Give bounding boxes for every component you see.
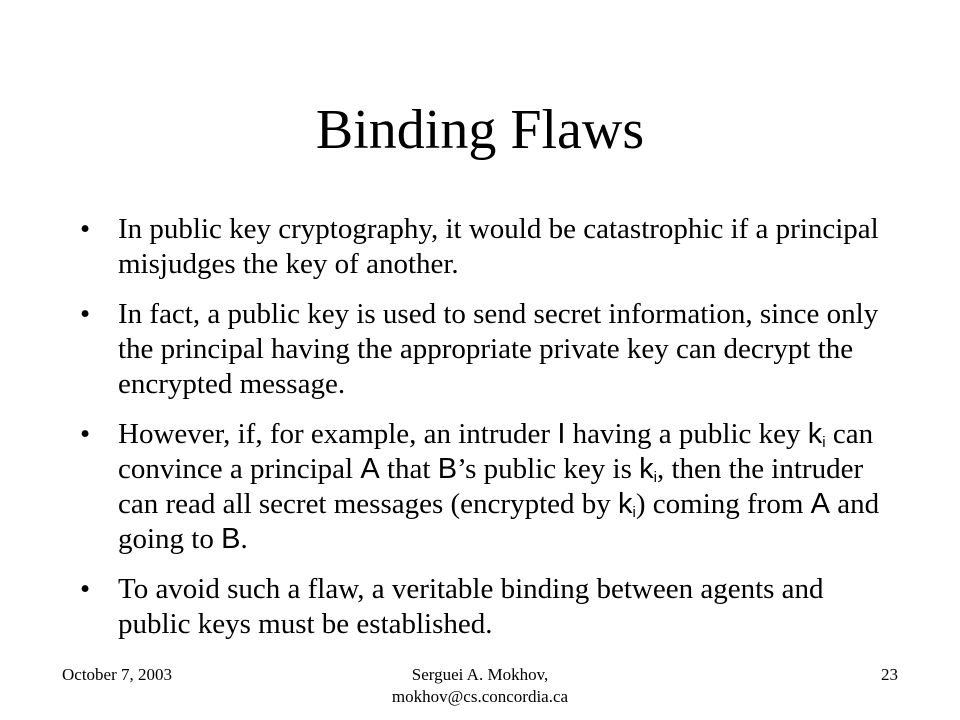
principal-b-symbol: B xyxy=(221,523,241,555)
text-run: , then the intruder can read all secret messages (encrypted by xyxy=(118,453,864,520)
bullet-item xyxy=(80,297,900,402)
key-subscript: i xyxy=(822,434,826,451)
intruder-symbol: I xyxy=(557,418,566,450)
bullet-text xyxy=(118,418,879,555)
text-run: having a public key xyxy=(565,418,808,450)
bullet-icon: • xyxy=(80,418,91,450)
text-run: and going to xyxy=(118,488,880,555)
text-run: can convince a principal xyxy=(118,418,874,485)
text-run: However, if, for example, an intruder xyxy=(118,418,558,450)
text-run: that xyxy=(379,453,438,485)
bullet-icon: • xyxy=(80,213,91,245)
bullet-item xyxy=(80,572,900,642)
text-run: ’s public key is xyxy=(457,453,640,485)
bullet-list xyxy=(80,212,900,657)
bullet-icon: • xyxy=(80,573,91,605)
slide-title: Binding Flaws xyxy=(315,99,645,161)
bullet-text: In fact, a public key is used to send secret information, since only the principal having the appropriate private key can decrypt the encrypted message. xyxy=(118,298,879,400)
text-run: . xyxy=(240,523,248,555)
bullet-item xyxy=(80,212,900,282)
footer-author xyxy=(280,664,680,708)
footer-date: October 7, 2003 xyxy=(62,665,173,684)
footer-author-email: mokhov@cs.concordia.ca xyxy=(391,687,569,706)
principal-a-symbol: A xyxy=(810,488,830,520)
bullet-item xyxy=(80,417,900,557)
bullet-icon: • xyxy=(80,298,91,330)
footer-author-name: Serguei A. Mokhov, xyxy=(411,665,549,684)
bullet-text: In public key cryptography, it would be catastrophic if a principal misjudges the key of another. xyxy=(118,213,879,280)
footer-page-number: 23 xyxy=(881,665,898,684)
key-symbol: k xyxy=(807,418,823,450)
principal-b-symbol: B xyxy=(437,453,458,485)
key-subscript: i xyxy=(632,504,636,521)
key-subscript: i xyxy=(653,469,657,486)
principal-a-symbol: A xyxy=(360,453,380,485)
text-run: ) coming from xyxy=(635,488,811,520)
key-symbol: k xyxy=(639,453,654,485)
key-symbol: k xyxy=(618,488,633,520)
bullet-text: To avoid such a flaw, a veritable binding between agents and public keys must be established. xyxy=(118,573,824,640)
